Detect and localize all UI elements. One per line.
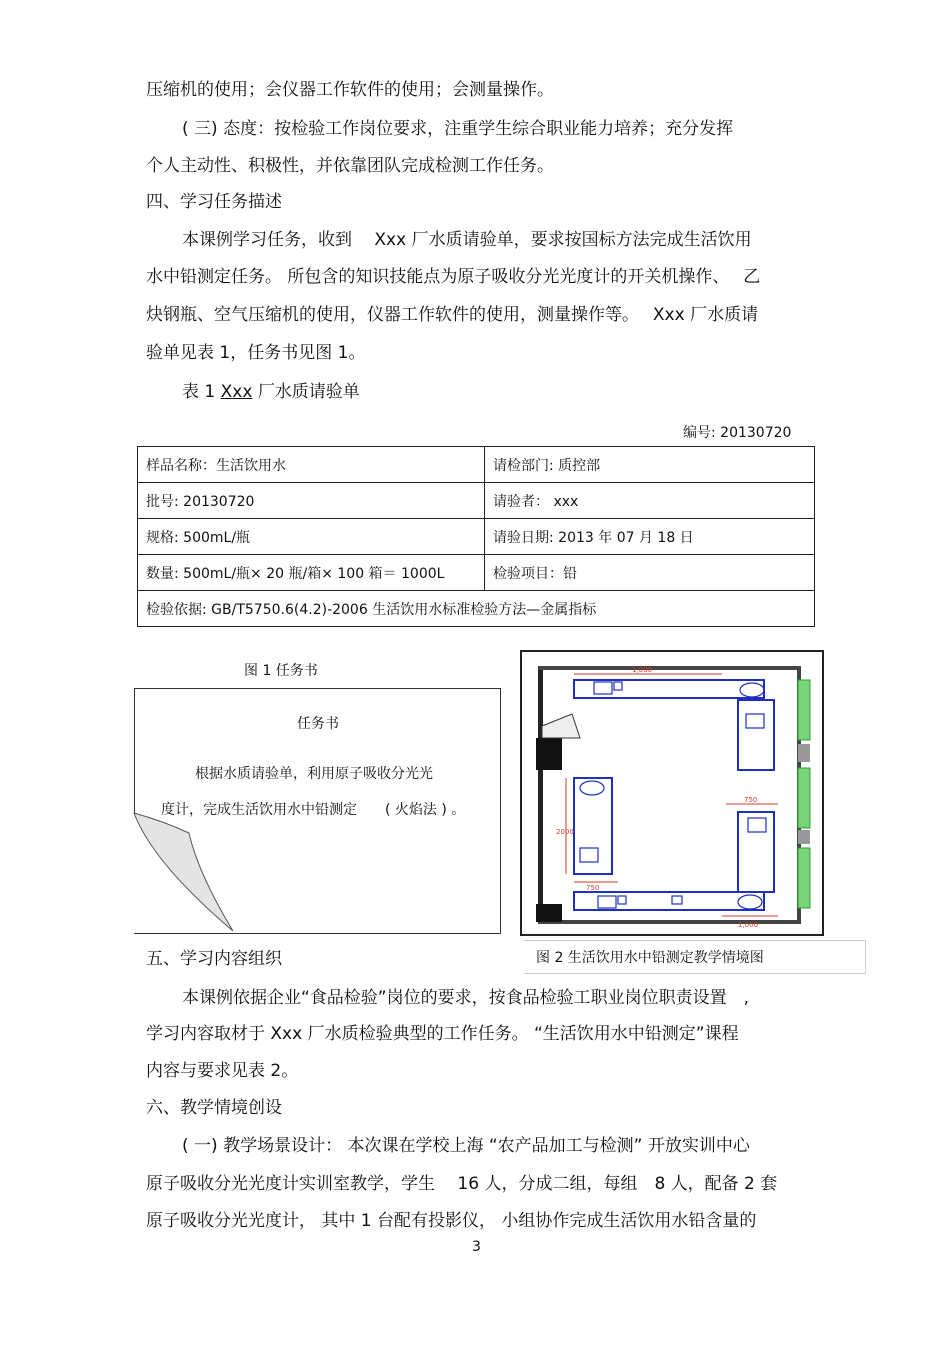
table-cell-basis: 检验依据: GB/T5750.6(4.2)-2006 生活饮用水标准检验方法—金属指标 bbox=[138, 591, 815, 627]
figure2-caption: 图 2 生活饮用水中铅测定教学情境图 bbox=[524, 940, 866, 974]
table-cell: 请验日期: 2013 年 07 月 18 日 bbox=[485, 519, 815, 555]
table-cell: 数量: 500mL/瓶× 20 瓶/箱× 100 箱＝ 1000L bbox=[138, 555, 485, 591]
section-5-line3: 内容与要求见表 2。 bbox=[146, 1061, 299, 1081]
table-cell: 样品名称：生活饮用水 bbox=[138, 447, 485, 483]
table1-caption-prefix: 表 1 bbox=[182, 382, 221, 402]
section-6-line2: 原子吸收分光光度计实训室教学，学生 16 人，分成二组，每组 8 人，配备 2 套 bbox=[146, 1174, 778, 1194]
line-8: 验单见表 1，任务书见图 1。 bbox=[146, 343, 366, 363]
line-6: 水中铅测定任务。 所包含的知识技能点为原子吸收分光光度计的开关机操作、 乙 bbox=[146, 267, 761, 287]
line-2: ( 三) 态度：按检验工作岗位要求，注重学生综合职业能力培养；充分发挥 bbox=[182, 119, 734, 139]
table1-caption bbox=[182, 381, 360, 403]
line-7: 炔钢瓶、空气压缩机的使用，仪器工作软件的使用，测量操作等。 Xxx 厂水质请 bbox=[146, 305, 759, 325]
section-6-line3: 原子吸收分光光度计， 其中 1 台配有投影仪， 小组协作完成生活饮用水铅含量的 bbox=[146, 1211, 757, 1231]
table-row bbox=[138, 591, 815, 627]
table-row bbox=[138, 483, 815, 519]
table1-caption-suffix: 厂水质请验单 bbox=[257, 382, 360, 402]
dim-label: 2000 bbox=[556, 828, 574, 836]
floor-plan-drawing bbox=[522, 652, 822, 934]
table-row bbox=[138, 447, 815, 483]
section-5-line1: 本课例依据企业“食品检验”岗位的要求，按食品检验工职业岗位职责设置 , bbox=[182, 988, 750, 1008]
figure1-caption: 图 1 任务书 bbox=[244, 663, 318, 679]
line-3: 个人主动性、积极性，并依靠团队完成检测工作任务。 bbox=[146, 156, 554, 176]
page-number: 3 bbox=[472, 1239, 481, 1255]
task-sheet-line2: 度计，完成生活饮用水中铅测定 ( 火焰法 ) 。 bbox=[161, 802, 466, 818]
table-cell: 检验项目：铅 bbox=[485, 555, 815, 591]
line-1: 压缩机的使用；会仪器工作软件的使用；会测量操作。 bbox=[146, 80, 554, 100]
dim-label: 750 bbox=[744, 796, 758, 804]
lab-floor-plan bbox=[520, 650, 824, 936]
table-cell: 请检部门: 质控部 bbox=[485, 447, 815, 483]
section-6-heading: 六、教学情境创设 bbox=[146, 1098, 282, 1118]
table1-caption-underlined: Xxx bbox=[220, 382, 253, 402]
line-5: 本课例学习任务，收到 Xxx 厂水质请验单，要求按国标方法完成生活饮用 bbox=[182, 230, 752, 250]
dim-label: 1,000 bbox=[738, 921, 759, 929]
section-5-heading: 五、学习内容组织 bbox=[146, 949, 282, 969]
table-row bbox=[138, 519, 815, 555]
task-sheet bbox=[134, 688, 501, 934]
task-sheet-line1: 根据水质请验单，利用原子吸收分光光 bbox=[195, 766, 433, 782]
dim-label: 1,000 bbox=[632, 666, 653, 674]
section-5-line2: 学习内容取材于 Xxx 厂水质检验典型的工作任务。 “生活饮用水中铅测定”课程 bbox=[146, 1024, 739, 1044]
dim-label: 750 bbox=[586, 884, 600, 892]
table-cell: 批号: 20130720 bbox=[138, 483, 485, 519]
page-curl-icon bbox=[133, 803, 253, 933]
table-row bbox=[138, 555, 815, 591]
table-cell: 规格: 500mL/瓶 bbox=[138, 519, 485, 555]
section-4-heading: 四、学习任务描述 bbox=[146, 192, 282, 212]
task-sheet-title: 任务书 bbox=[297, 716, 339, 732]
section-6-line1: ( 一) 教学场景设计： 本次课在学校上海 “农产品加工与检测” 开放实训中心 bbox=[182, 1136, 750, 1156]
table-cell: 请验者： xxx bbox=[485, 483, 815, 519]
request-table bbox=[137, 446, 815, 627]
table1-number: 编号: 20130720 bbox=[683, 425, 792, 441]
